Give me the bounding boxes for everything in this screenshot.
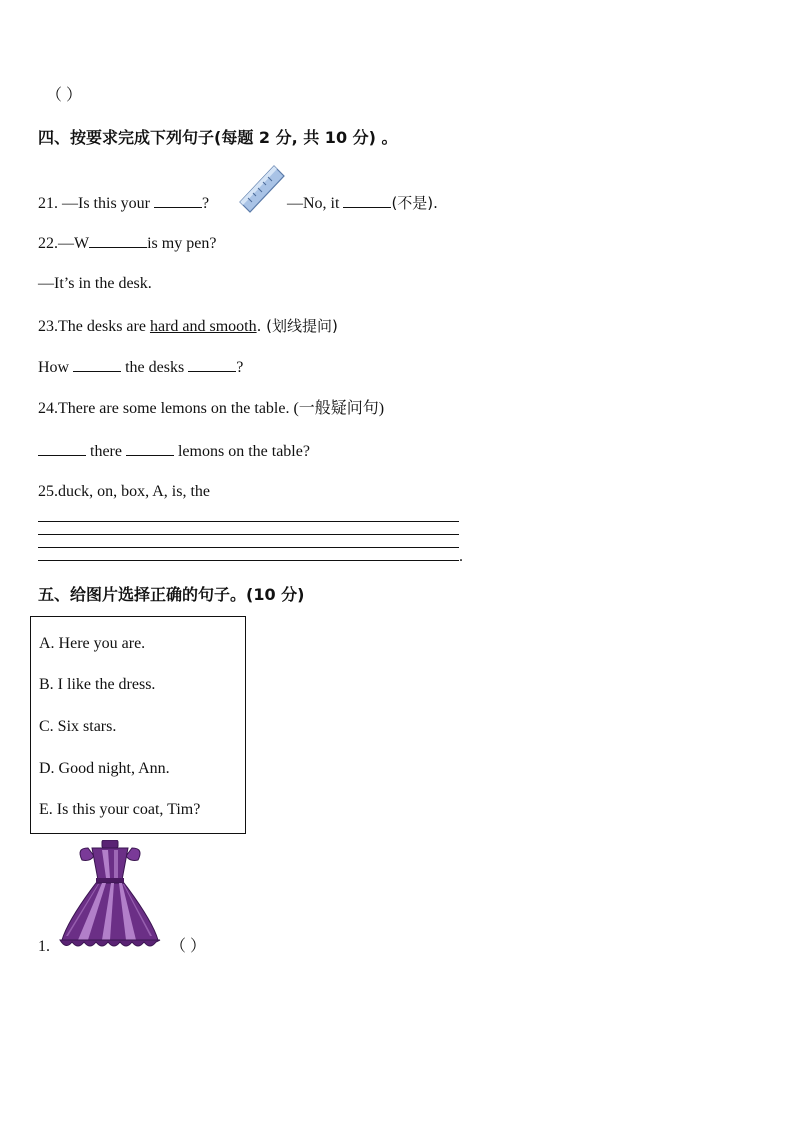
question-23 bbox=[38, 316, 338, 337]
q22-answer-line: —It’s in the desk. bbox=[38, 275, 152, 292]
q21-qmark: ? bbox=[202, 195, 210, 212]
question-21 bbox=[38, 193, 209, 214]
q25-number: 25. bbox=[38, 483, 58, 500]
q21-blank-2[interactable] bbox=[343, 193, 391, 208]
q25-answer-line-2[interactable] bbox=[38, 534, 459, 535]
q21-number: 21. bbox=[38, 195, 58, 212]
q24-answer-line bbox=[38, 441, 310, 462]
q22-text: is my pen? bbox=[147, 235, 217, 252]
question-25 bbox=[38, 482, 210, 502]
ruler-icon bbox=[238, 162, 286, 214]
q23-blank-1[interactable] bbox=[73, 357, 121, 372]
section4-heading: 四、按要求完成下列句子(每题 2 分, 共 10 分) 。 bbox=[38, 128, 398, 147]
q23-mid: the desks bbox=[125, 359, 185, 376]
q21-part1: —Is this your bbox=[62, 195, 150, 212]
item-1-answer-paren[interactable]: （ ） bbox=[170, 938, 207, 955]
option-e: E. Is this your coat, Tim? bbox=[39, 801, 201, 818]
section5-heading: 五、给图片选择正确的句子。(10 分) bbox=[38, 585, 305, 604]
question-24 bbox=[38, 399, 384, 419]
q25-answer-line-1[interactable] bbox=[38, 521, 459, 522]
q23-end: ? bbox=[236, 359, 244, 376]
q25-answer-line-4[interactable] bbox=[38, 560, 459, 561]
q23-blank-2[interactable] bbox=[188, 357, 236, 372]
q25-text: duck, on, box, A, is, the bbox=[58, 483, 210, 500]
option-d: D. Good night, Ann. bbox=[39, 760, 170, 777]
q23-post: . (划线提问) bbox=[256, 317, 338, 335]
q22-number: 22. bbox=[38, 235, 58, 252]
q24-blank-1[interactable] bbox=[38, 441, 86, 456]
option-c: C. Six stars. bbox=[39, 718, 117, 735]
q23-answer-line bbox=[38, 357, 243, 378]
q24-number: 24. bbox=[38, 400, 58, 417]
q25-end-dot: . bbox=[459, 548, 463, 565]
q22-prefix: —W bbox=[58, 235, 90, 252]
option-a: A. Here you are. bbox=[39, 635, 146, 652]
q21-hint: (不是). bbox=[391, 194, 438, 212]
q23-how: How bbox=[38, 359, 70, 376]
q23-number: 23. bbox=[38, 318, 58, 335]
q23-pre: The desks are bbox=[58, 318, 150, 335]
q24-text: There are some lemons on the table. (一般疑问句) bbox=[58, 400, 385, 417]
q24-end: lemons on the table? bbox=[177, 443, 310, 460]
q22-blank[interactable] bbox=[89, 233, 147, 248]
q24-blank-2[interactable] bbox=[126, 441, 174, 456]
question-21-answer bbox=[287, 193, 438, 214]
q24-there: there bbox=[90, 443, 122, 460]
question-22 bbox=[38, 233, 216, 254]
q25-answer-line-3[interactable] bbox=[38, 547, 459, 548]
item-1-number: 1. bbox=[38, 938, 50, 955]
q21-blank-1[interactable] bbox=[154, 193, 202, 208]
dress-icon bbox=[58, 840, 162, 952]
q23-underlined: hard and smooth bbox=[149, 318, 257, 335]
options-box bbox=[30, 616, 246, 834]
q21-part2: —No, it bbox=[287, 195, 340, 212]
option-b: B. I like the dress. bbox=[39, 676, 156, 693]
answer-paren-top: （ ） bbox=[46, 87, 83, 104]
